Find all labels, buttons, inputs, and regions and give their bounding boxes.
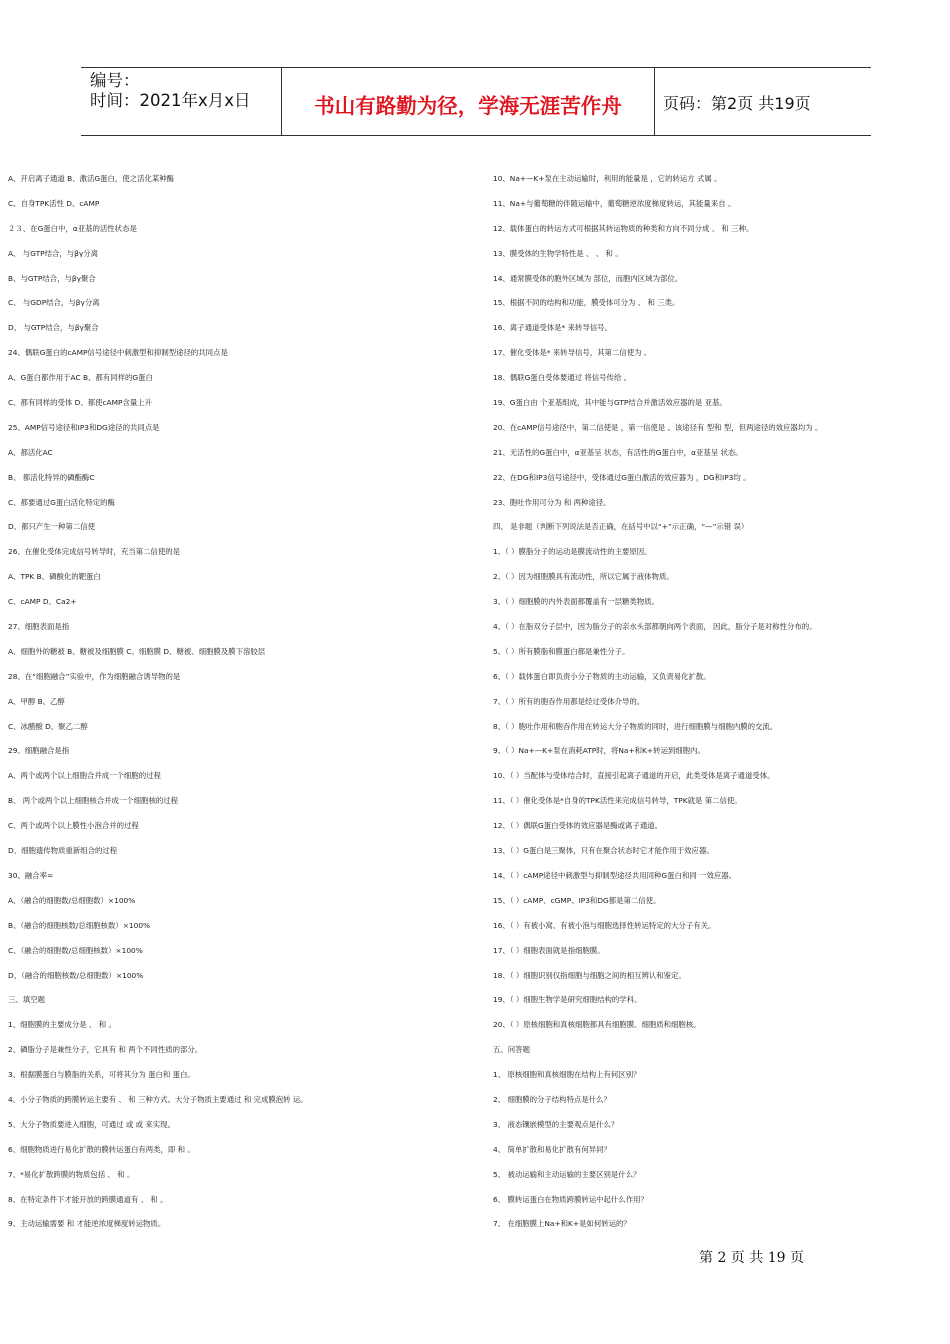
question-line: 5、（ ）所有膜脂和膜蛋白都是兼性分子。 — [493, 646, 630, 656]
question-line: B、（融合的细胞核数/总细胞核数）×100% — [8, 920, 151, 930]
question-line: 2、磷脂分子是兼性分子，它具有 和 两个不同性质的部分。 — [8, 1045, 203, 1055]
question-line: 7、 在细胞膜上Na+和K+是如何转运的？ — [493, 1219, 631, 1229]
question-line: 4、（ ）在脂双分子层中，因为脂分子的亲水头部都朝向两个表面， 因此，脂分子是对称性分布的。 — [493, 622, 817, 632]
question-line: 1、细胞膜的主要成分是 、 和 。 — [8, 1020, 116, 1030]
question-line: A、（融合的细胞数/总细胞数）×100% — [8, 895, 136, 905]
question-line: 17、（ ）细胞表面就是指细胞膜。 — [493, 945, 605, 955]
question-line: B、与GTP结合，与βγ聚合 — [8, 273, 96, 283]
question-line: 13、膜受体的生物学特性是 、 、 和 。 — [493, 248, 623, 258]
question-line: C、自身TPK活性 D、cAMP — [8, 198, 100, 208]
question-line: 7、（ ）所有的胞吞作用都是经过受体介导的。 — [493, 696, 645, 706]
question-line: 2、 细胞膜的分子结构特点是什么？ — [493, 1094, 611, 1104]
question-line: C、 与GDP结合，与βγ分离 — [8, 298, 100, 308]
question-line: ２３、在G蛋白中，α亚基的活性状态是 — [8, 223, 137, 233]
question-line: 6、细胞物质进行易化扩散的膜转运蛋白有两类，即 和 。 — [8, 1144, 195, 1154]
question-line: 26、在催化受体完成信号转导时，充当第二信使的是 — [8, 547, 181, 557]
question-line: 16、离子通道受体是* 来转导信号。 — [493, 323, 612, 333]
question-line: A、TPK B、磷酸化的靶蛋白 — [8, 572, 101, 582]
question-line: 1、 原核细胞和真核细胞在结构上有何区别？ — [493, 1070, 641, 1080]
question-line: 7、*易化扩散跨膜的物质包括 、 和 。 — [8, 1169, 135, 1179]
left-column — [8, 172, 478, 1242]
question-line: 20、在cAMP信号途径中，第二信使是 ，第一信使是 。该途径有 型和 型，但两途径的效应器均为 。 — [493, 422, 823, 432]
question-line: 9、主动运输需要 和 才能逆浓度梯度转运物质。 — [8, 1219, 166, 1229]
header-meta — [81, 68, 282, 135]
question-line: 21、无活性的G蛋白中，α亚基呈 状态，有活性的G蛋白中，α亚基呈 状态。 — [493, 447, 743, 457]
question-line: 18、偶联G蛋白受体要通过 将信号传给 。 — [493, 373, 632, 383]
header-motto: 书山有路勤为径，学海无涯苦作舟 — [282, 68, 655, 135]
question-line: 30、融合率= — [8, 870, 54, 880]
question-line: 3、（ ）细胞膜的内外表面都覆盖有一层糖类物质。 — [493, 597, 659, 607]
question-line: 16、（ ）有被小窝、有被小泡与细胞选择性转运特定的大分子有关。 — [493, 920, 716, 930]
question-line: 五、问答题 — [493, 1045, 530, 1055]
question-line: 4、小分子物质的跨膜转运主要有 、 和 三种方式。大分子物质主要通过 和 完成膜泡转 运。 — [8, 1094, 308, 1104]
question-line: 23、胞吐作用可分为 和 两种途径。 — [493, 497, 611, 507]
question-line: A、都活化AC — [8, 447, 53, 457]
question-line: 3、 液态镶嵌模型的主要观点是什么？ — [493, 1119, 619, 1129]
question-line: C、都要通过G蛋白活化特定的酶 — [8, 497, 115, 507]
question-line: 25、AMP信号途径和IP3和DG途径的共同点是 — [8, 422, 160, 432]
question-line: C、cAMP D、Ca2+ — [8, 597, 77, 607]
question-line: 20、（ ）原核细胞和真核细胞都具有细胞膜、细胞质和细胞核。 — [493, 1020, 701, 1030]
question-line: D、（融合的细胞核数/总细胞数）×100% — [8, 970, 144, 980]
question-line: 10、（ ）当配体与受体结合时，直接引起离子通道的开启，此类受体是离子通道受体。 — [493, 771, 775, 781]
question-line: 1、（ ）膜脂分子的运动是膜流动性的主要原因。 — [493, 547, 652, 557]
question-line: D、都只产生一种第二信使 — [8, 522, 95, 532]
right-column — [493, 172, 943, 1242]
question-line: B、 两个或两个以上细胞核合并成一个细胞核的过程 — [8, 796, 179, 806]
question-line: C、冰醋酸 D、聚乙二醇 — [8, 721, 88, 731]
question-line: C、（融合的细胞数/总细胞核数）×100% — [8, 945, 143, 955]
question-line: 24、偶联G蛋白的cAMP信号途径中刺激型和抑制型途径的共同点是 — [8, 348, 228, 358]
question-line: 15、（ ）cAMP、cGMP、IP3和DG都是第二信使。 — [493, 895, 661, 905]
question-line: 18、（ ）细胞识别仅指细胞与细胞之间的相互辨认和鉴定。 — [493, 970, 686, 980]
question-line: 2、（ ）因为细胞膜具有流动性，所以它属于液体物质。 — [493, 572, 674, 582]
question-line: C、两个或两个以上膜性小泡合并的过程 — [8, 821, 139, 831]
serial-number: 编号： — [90, 71, 140, 90]
question-line: C、都有同样的受体 D、都使cAMP含量上升 — [8, 398, 153, 408]
question-line: 13、（ ）G蛋白是三聚体，只有在聚合状态时它才能作用于效应器。 — [493, 846, 714, 856]
question-line: 四、 是非题（判断下列说法是否正确，在括号中以“+”示正确，“—”示错 误） — [493, 522, 749, 532]
question-line: 14、（ ）cAMP途径中刺激型与抑制型途径共用同种G蛋白和同 一效应器。 — [493, 870, 737, 880]
question-line: 14、通常膜受体的胞外区域为 部位，而胞内区域为部位。 — [493, 273, 683, 283]
question-line: 28、在“细胞融合”实验中，作为细胞融合诱导物的是 — [8, 671, 181, 681]
question-line: D、 与GTP结合，与βγ聚合 — [8, 323, 99, 333]
question-line: D、细胞遗传物质重新组合的过程 — [8, 846, 118, 856]
question-line: 8、（ ）胞吐作用和胞吞作用在转运大分子物质的同时，进行细胞膜与细胞内膜的交流。 — [493, 721, 778, 731]
question-line: 5、 被动运输和主动运输的主要区别是什么？ — [493, 1169, 641, 1179]
document-date: 时间：2021年x月x日 — [90, 91, 251, 110]
document-header — [81, 67, 871, 136]
question-line: A、甲醇 B、乙醇 — [8, 696, 65, 706]
question-line: 8、在特定条件下才能开放的跨膜通道有 、 和 。 — [8, 1194, 168, 1204]
question-line: 19、G蛋白由 个亚基组成，其中能与GTP结合并激活效应器的是 亚基。 — [493, 398, 727, 408]
question-line: 6、 膜转运蛋白在物质跨膜转运中起什么作用？ — [493, 1194, 648, 1204]
question-line: 12、（ ）偶联G蛋白受体的效应器是酶或离子通道。 — [493, 821, 662, 831]
header-page-number: 页码：第2页 共19页 — [663, 94, 811, 113]
question-line: B、 都活化特异的磷酯酶C — [8, 472, 95, 482]
question-line: 9、（ ）Na+—K+泵在消耗ATP时，将Na+和K+转运到细胞内。 — [493, 746, 705, 756]
question-line: 22、在DG和IP3信号途径中，受体通过G蛋白激活的效应器为 ，DG和IP3均 。 — [493, 472, 751, 482]
question-line: 5、大分子物质要进入细胞，可通过 或 或 来实现。 — [8, 1119, 175, 1129]
question-line: A、细胞外的糖被 B、糖被及细胞膜 C、细胞膜 D、糖被、细胞膜及膜下溶胶层 — [8, 646, 266, 656]
question-line: A、 与GTP结合，与βγ分离 — [8, 248, 99, 258]
question-line: 10、Na+—K+泵在主动运输时，利用的能量是 ，它的转运方 式属 。 — [493, 174, 722, 183]
question-line: 11、Na+与葡萄糖的伴随运输中，葡萄糖逆浓度梯度转运，其能量来自 。 — [493, 198, 736, 208]
question-line: 6、（ ）载体蛋白即负责小分子物质的主动运输，又负责易化扩散。 — [493, 671, 711, 681]
question-line: A、开启离子通道 B、激活G蛋白，使之活化某种酶 — [8, 174, 175, 183]
question-line: 15、根据不同的结构和功能，膜受体可分为 、 和 三类。 — [493, 298, 680, 308]
question-line: 三、填空题 — [8, 995, 45, 1005]
question-line: 17、催化受体是* 来转导信号，其第二信使为 。 — [493, 348, 652, 358]
question-line: 29、细胞融合是指 — [8, 746, 70, 756]
question-line: 12、载体蛋白的转运方式可根据其转运物质的种类和方向不同分成 、 和 三种。 — [493, 223, 754, 233]
question-line: 11、（ ）催化受体是*自身的TPK活性来完成信号转导，TPK就是 第二信使。 — [493, 796, 742, 806]
question-line: 27、细胞表面是指 — [8, 622, 70, 632]
question-line: A、两个或两个以上细胞合并成一个细胞的过程 — [8, 771, 161, 781]
question-line: 4、 简单扩散和易化扩散有何异同？ — [493, 1144, 611, 1154]
page-footer: 第 2 页 共 19 页 — [699, 1250, 804, 1266]
question-line: 19、（ ）细胞生物学是研究细胞结构的学科。 — [493, 995, 642, 1005]
question-line: 3、根据膜蛋白与膜脂的关系，可将其分为 蛋白和 蛋白。 — [8, 1070, 195, 1080]
question-line: A、G蛋白都作用于AC B、都有同样的G蛋白 — [8, 373, 153, 383]
